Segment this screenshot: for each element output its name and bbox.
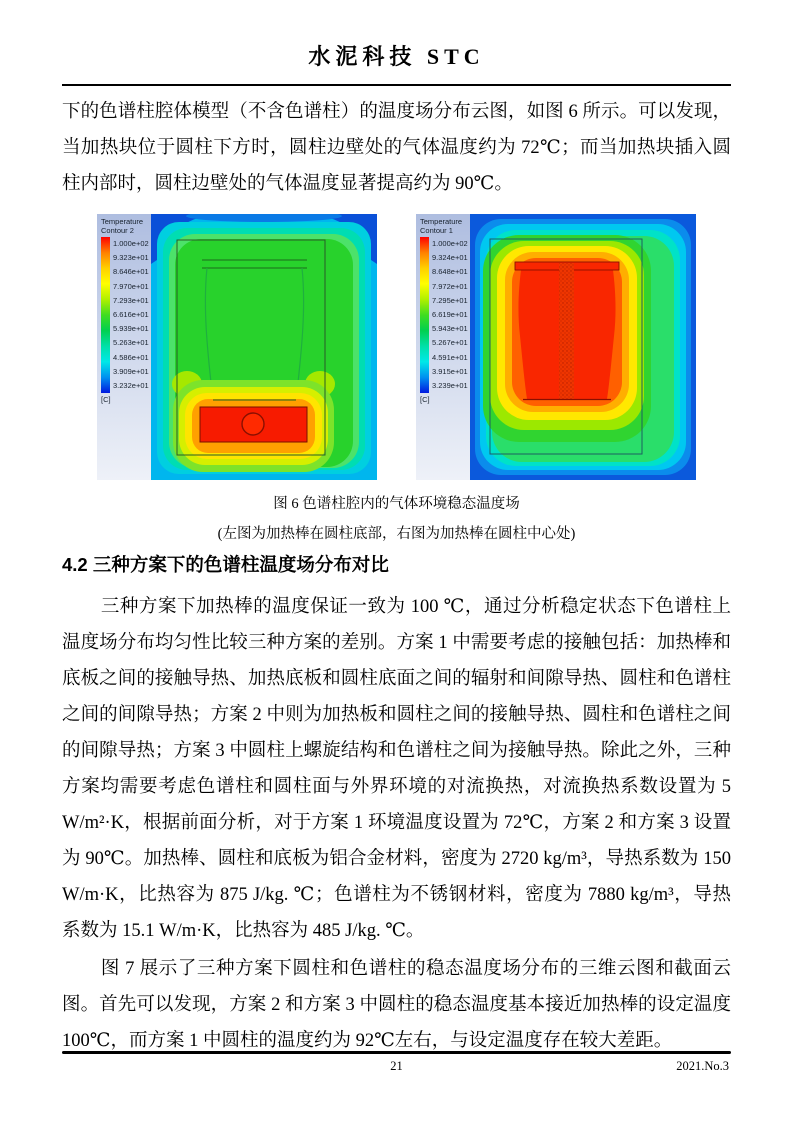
legend-right (416, 214, 470, 480)
legend-level: 7.970e+01 (113, 281, 149, 291)
legend-level: 5.939e+01 (113, 324, 149, 334)
figure6-row (62, 214, 731, 480)
legend-title-line1: Temperature (101, 217, 144, 226)
legend-level: 3.232e+01 (113, 380, 149, 390)
header-rule (62, 84, 731, 86)
journal-title: 水泥科技 STC (308, 44, 485, 69)
legend-left (97, 214, 151, 480)
contour-plot-heater-center (470, 214, 696, 480)
legend-level: 9.323e+01 (113, 253, 149, 263)
legend-level: 7.295e+01 (432, 295, 468, 305)
legend-level: 8.648e+01 (432, 267, 468, 277)
figure6-subcaption: (左图为加热棒在圆柱底部，右图为加热棒在圆柱中心处) (217, 526, 576, 542)
legend-level: 5.943e+01 (432, 324, 468, 334)
legend-level: 3.915e+01 (432, 366, 468, 376)
legend-level: 4.591e+01 (432, 352, 468, 362)
page-number: 21 (390, 1059, 403, 1073)
heated-column (515, 262, 619, 400)
paragraph-1: 下的色谱柱腔体模型（不含色谱柱）的温度场分布云图，如图 6 所示。可以发现，当加热块位于圆柱下方时，圆柱边壁处的气体温度约为 72℃；而当加热块插入圆柱内部时，圆柱边壁处的气体温度显著提高约为 90℃。 (62, 102, 731, 194)
legend-level: 9.324e+01 (432, 253, 468, 263)
legend-title (101, 217, 151, 235)
legend-labels (432, 237, 468, 393)
legend-level: 7.293e+01 (113, 295, 149, 305)
paragraph-2: 三种方案下加热棒的温度保证一致为 100 ℃，通过分析稳定状态下色谱柱上温度场分布均匀性比较三种方案的差别。方案 1 中需要考虑的接触包括：加热棒和底板之间的接触导热、加热底板和圆柱底面之间的辐射和间隙导热、圆柱和色谱柱之间的间隙导热；方案 2 中则为加热板和圆柱之间的接触导热、圆柱和色谱柱之间的间隙导热；方案 3 中圆柱上螺旋结构和色谱柱之间为接触导热。除此之外，三种方案均需要考虑色谱柱和圆柱面与外界环境的对流换热，对流换热系数设置为 5 W/m²·K，根据前面分析，对于方案 1 环境温度设置为 72℃，方案 2 和方案 3 设置为 90℃。加热棒、圆柱和底板为铝合金材料，密度为 2720 kg/m³，导热系数为 150 W/m·K，比热容为 875 J/kg. ℃；色谱柱为不锈钢材料，密度为 7880 kg/m³，导热系数为 15.1 W/m·K，比热容为 485 J/kg. ℃。 (62, 597, 731, 941)
legend-level: 1.000e+02 (432, 239, 468, 248)
legend-level: 6.619e+01 (432, 309, 468, 319)
contour-figure-left (97, 214, 377, 480)
heater-block (200, 407, 307, 442)
legend-level: 3.239e+01 (432, 380, 468, 390)
colorbar (420, 237, 429, 393)
footer-rule (62, 1051, 731, 1054)
page-footer (62, 1051, 731, 1074)
paragraph-3: 图 7 展示了三种方案下圆柱和色谱柱的稳态温度场分布的三维云图和截面云图。首先可以发现，方案 2 和方案 3 中圆柱的稳态温度基本接近加热棒的设定温度 100℃，而方案 1 中圆柱的温度约为 92℃左右，与设定温度存在较大差距。 (62, 959, 731, 1051)
section-heading-4-2: 4.2 三种方案下的色谱柱温度场分布对比 (62, 554, 389, 575)
legend-level: 5.267e+01 (432, 338, 468, 348)
legend-level: 3.909e+01 (113, 366, 149, 376)
legend-unit: [C] (420, 395, 430, 405)
legend-title-line2: Contour 1 (420, 226, 453, 235)
legend-level: 8.646e+01 (113, 267, 149, 277)
figure6-caption: 图 6 色谱柱腔内的气体环境稳态温度场 (273, 496, 520, 512)
legend-labels (113, 237, 149, 393)
legend-title (420, 217, 470, 235)
heater-rod-section (242, 413, 264, 435)
legend-level: 5.263e+01 (113, 338, 149, 348)
legend-level: 4.586e+01 (113, 352, 149, 362)
heating-rod (559, 263, 574, 399)
legend-level: 1.000e+02 (113, 239, 149, 248)
legend-level: 7.972e+01 (432, 281, 468, 291)
colorbar (101, 237, 110, 393)
contour-figure-right (416, 214, 696, 480)
legend-unit: [C] (101, 395, 111, 405)
legend-title-line2: Contour 2 (101, 226, 134, 235)
contour-plot-heater-bottom (151, 214, 377, 480)
issue-label: 2021.No.3 (676, 1059, 729, 1073)
legend-title-line1: Temperature (420, 217, 463, 226)
legend-level: 6.616e+01 (113, 309, 149, 319)
